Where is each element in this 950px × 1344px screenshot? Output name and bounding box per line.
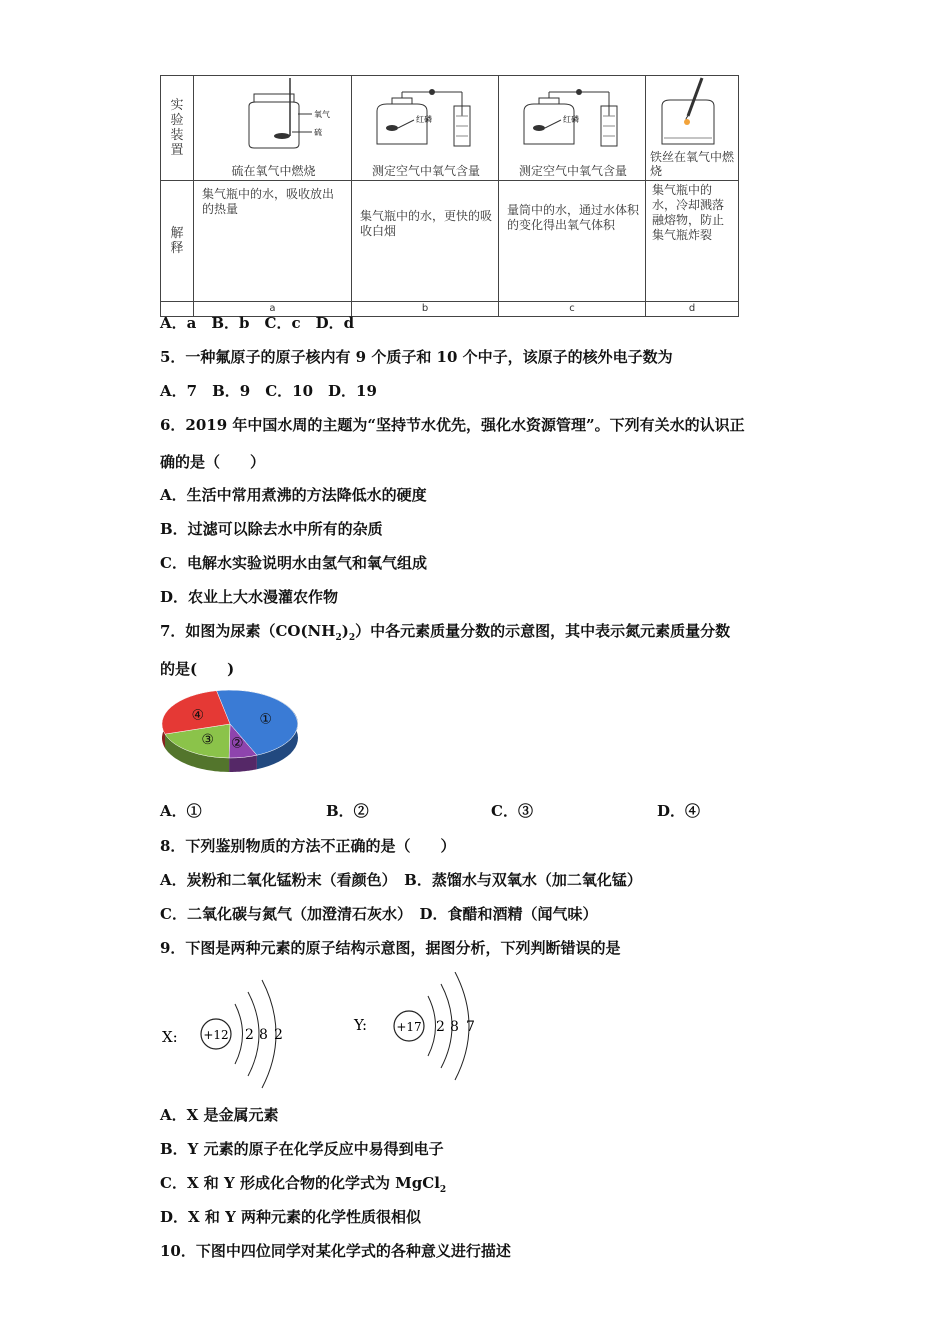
- apparatus-a: [194, 76, 352, 181]
- row-header-apparatus: 实验装置: [161, 76, 194, 181]
- svg-text:8: 8: [259, 1027, 268, 1043]
- q9-option-b: B．Y 元素的原子在化学反应中易得到电子: [160, 1140, 444, 1158]
- svg-text:7: 7: [466, 1019, 475, 1035]
- apparatus-c: [499, 76, 646, 181]
- q7-stem-line1: 7．如图为尿素$(CO(NH_2)_2)$中各元素质量分数的示意图，其中表示氮元素质量分数: [160, 622, 731, 643]
- pie-slice-label: ④: [191, 707, 205, 724]
- apparatus-b: [352, 76, 499, 181]
- q9-stem: 9．下图是两种元素的原子结构示意图，据图分析，下列判断错误的是: [160, 939, 621, 957]
- q5-stem: 5．一种氟原子的原子核内有 9 个质子和 10 个中子，该原子的核外电子数为: [160, 348, 673, 366]
- svg-text:红磷: 红磷: [416, 115, 432, 124]
- q4-options: A．a B．b C．c D．d: [160, 314, 355, 332]
- explanation-a: 集气瓶中的水，吸收放出的热量: [194, 181, 352, 302]
- caption-c: 测定空气中氧气含量: [518, 164, 627, 178]
- q6-stem-line2: 确的是（ ）: [160, 453, 266, 471]
- q9-option-d: D．X 和 Y 两种元素的化学性质很相似: [160, 1208, 422, 1226]
- q8-options-row1: A．炭粉和二氧化锰粉末（看颜色） B．蒸馏水与双氧水（加二氧化锰）: [160, 871, 642, 889]
- q6-option-a: A．生活中常用煮沸的方法降低水的硬度: [160, 486, 427, 504]
- urea-pie-chart: [158, 684, 308, 774]
- svg-text:2: 2: [436, 1019, 445, 1035]
- pie-slice-label: ③: [201, 732, 214, 748]
- q6-option-d: D．农业上大水漫灌农作物: [160, 588, 339, 606]
- q6-option-b: B．过滤可以除去水中所有的杂质: [160, 520, 383, 538]
- q10-stem: 10．下图中四位同学对某化学式的各种意义进行描述: [160, 1242, 511, 1260]
- row-header-explain: 解释: [161, 181, 194, 302]
- column-label-b: b: [352, 302, 499, 317]
- explanation-d: 集气瓶中的水，冷却溅落融熔物，防止集气瓶炸裂: [646, 181, 739, 302]
- q7-option-d: D．④: [657, 802, 701, 820]
- q8-options-row2: C．二氧化碳与氮气（加澄清石灰水） D．食醋和酒精（闻气味）: [160, 905, 598, 923]
- svg-text:硫: 硫: [314, 128, 322, 137]
- svg-text:2: 2: [274, 1027, 283, 1043]
- q5-options: A．7 B．9 C．10 D．19: [160, 382, 377, 400]
- column-label-a: a: [194, 302, 352, 317]
- svg-text:X:: X:: [162, 1028, 178, 1046]
- q7-option-b: B．②: [326, 802, 369, 820]
- q7-option-c: C．③: [491, 802, 533, 820]
- svg-text:+17: +17: [396, 1020, 422, 1034]
- q9-option-c: C．X 和 Y 形成化合物的化学式为 MgCl$_2$: [160, 1174, 447, 1195]
- q8-stem: 8．下列鉴别物质的方法不正确的是（ ）: [160, 837, 456, 855]
- pie-slice-label: ②: [231, 735, 244, 752]
- svg-text:+12: +12: [203, 1028, 229, 1042]
- column-label-c: c: [499, 302, 646, 317]
- svg-text:氧气: 氧气: [314, 110, 330, 119]
- column-label-d: d: [646, 302, 739, 317]
- explanation-c: 量筒中的水，通过水体积的变化得出氧气体积: [499, 181, 646, 302]
- experiment-table: [160, 75, 739, 317]
- svg-text:2: 2: [245, 1027, 254, 1043]
- caption-d: 铁丝在氧气中燃烧: [650, 150, 735, 178]
- svg-text:Y:: Y:: [354, 1016, 368, 1034]
- atom-structure-diagram: [158, 972, 498, 1092]
- q6-stem-line1: 6．2019 年中国水周的主题为“坚持节水优先，强化水资源管理”。下列有关水的认识正: [160, 416, 745, 434]
- caption-b: 测定空气中氧气含量: [371, 164, 480, 178]
- atom-y: [353, 972, 475, 1080]
- svg-text:8: 8: [450, 1019, 459, 1035]
- q6-option-c: C．电解水实验说明水由氢气和氧气组成: [160, 554, 427, 572]
- pie-slice-label: ①: [259, 711, 272, 728]
- apparatus-d: [646, 76, 739, 181]
- svg-text:红磷: 红磷: [563, 115, 579, 124]
- q7-option-a: A．①: [160, 802, 202, 820]
- q7-stem-line2: 的是( ): [160, 660, 235, 678]
- q9-option-a: A．X 是金属元素: [160, 1106, 279, 1124]
- explanation-b: 集气瓶中的水，更快的吸收白烟: [352, 181, 499, 302]
- caption-a: 硫在氧气中燃烧: [231, 164, 316, 178]
- atom-x: [162, 980, 283, 1088]
